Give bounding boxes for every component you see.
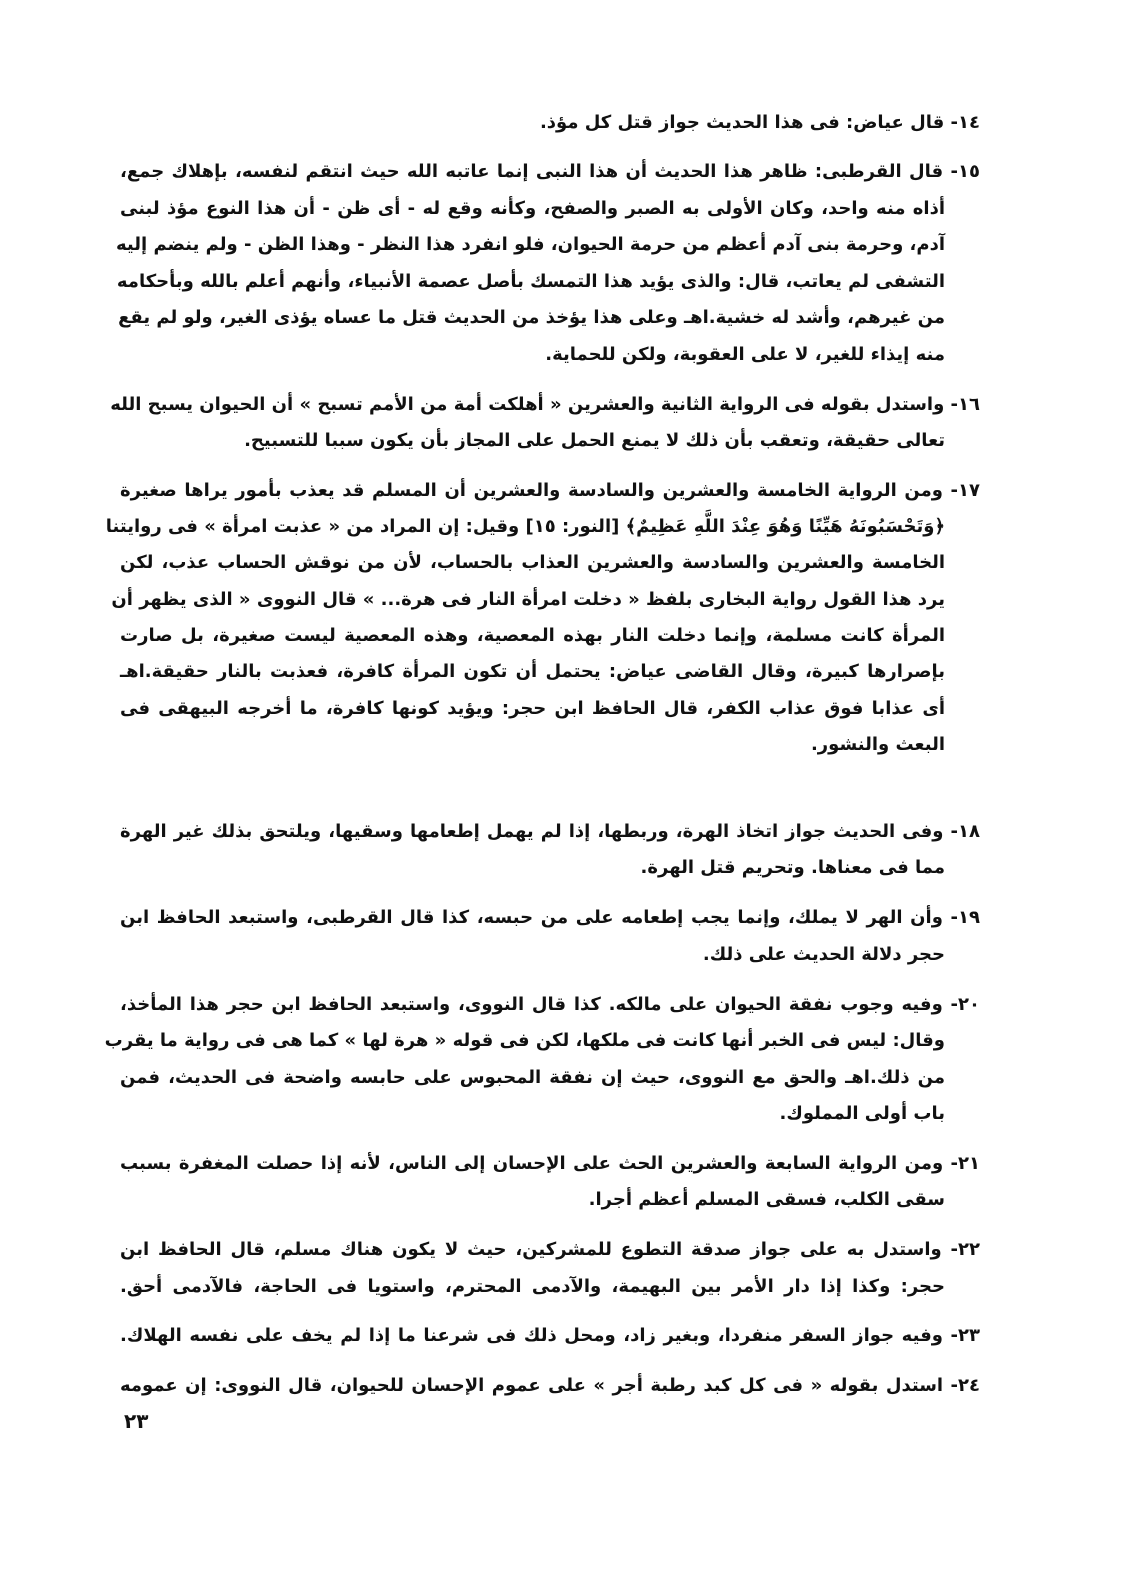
paragraph-line: بإصرارها كبيرة، وقال القاضى عياض: يحتمل أن تكون المرأة كافرة، فعذبت بالنار حقيقة.اهـ bbox=[120, 661, 945, 682]
paragraph-line: مما فى معناها. وتحريم قتل الهرة. bbox=[640, 857, 945, 878]
paragraph-line: منه إيذاء للغير، لا على العقوبة، ولكن للحماية. bbox=[545, 344, 945, 365]
paragraph-line: حجر: وكذا إذا دار الأمر بين البهيمة، والآدمى المحترم، واستويا فى الحاجة، فالآدمى أحق. bbox=[120, 1276, 945, 1297]
paragraph-first-line: ١٦- واستدل بقوله فى الرواية الثانية والعشرين « أهلكت أمة من الأمم تسبح » أن الحيوان يسبح الله bbox=[110, 394, 980, 415]
paragraph-line: تعالى حقيقة، وتعقب بأن ذلك لا يمنع الحمل على المجاز بأن يكون سببا للتسبيح. bbox=[244, 430, 945, 451]
paragraph-line: ﴿وَتَحْسَبُونَهُ هَيِّنًا وَهُوَ عِنْدَ اللَّهِ عَظِيمٌ﴾ [النور: ١٥] وقيل: إن المراد من « عذبت امرأة » فى روايتنا bbox=[105, 516, 945, 537]
paragraph-first-line: ١٧- ومن الرواية الخامسة والعشرين والسادسة والعشرين أن المسلم قد يعذب بأمور يراها صغيرة bbox=[120, 480, 980, 501]
paragraph-line: وقال: ليس فى الخبر أنها كانت فى ملكها، لكن فى قوله « هرة لها » كما هى فى رواية ما يقرب bbox=[104, 1030, 945, 1051]
paragraph-line: يرد هذا القول رواية البخارى بلفظ « دخلت امرأة النار فى هرة... » قال النووى « الذى يظهر أن bbox=[111, 589, 945, 610]
paragraph-first-line: ٢٣- وفيه جواز السفر منفردا، وبغير زاد، ومحل ذلك فى شرعنا ما إذا لم يخف على نفسه الهلاك. bbox=[120, 1325, 980, 1346]
paragraph-line: باب أولى المملوك. bbox=[779, 1103, 945, 1124]
paragraph-line: التشفى لم يعاتب، قال: والذى يؤيد هذا التمسك بأصل عصمة الأنبياء، وأنهم أعلم بالله وبأحكامه bbox=[116, 271, 945, 292]
paragraph-first-line: ١٩- وأن الهر لا يملك، وإنما يجب إطعامه على من حبسه، كذا قال القرطبى، واستبعد الحافظ ابن bbox=[120, 907, 980, 928]
paragraph-line: من غيرهم، وأشد له خشية.اهـ وعلى هذا يؤخذ من الحديث قتل ما عساه يؤذى الغير، ولو لم يقع bbox=[118, 307, 945, 328]
paragraph-line: سقى الكلب، فسقى المسلم أعظم أجرا. bbox=[588, 1189, 945, 1210]
paragraph-first-line: ١٥- قال القرطبى: ظاهر هذا الحديث أن هذا النبى إنما عاتبه الله حيث انتقم لنفسه، بإهلاك جمع، bbox=[120, 161, 980, 182]
paragraph-line: الخامسة والعشرين والسادسة والعشرين العذاب بالحساب، لأن من نوقش الحساب عذب، لكن bbox=[120, 552, 945, 573]
paragraph-line: حجر دلالة الحديث على ذلك. bbox=[702, 944, 945, 965]
paragraph-line: أذاه منه واحد، وكان الأولى به الصبر والصفح، وكأنه وقع له - أى ظن - أن هذا النوع مؤذ لبنى bbox=[120, 198, 945, 219]
paragraph-first-line: ٢٠- وفيه وجوب نفقة الحيوان على مالكه. كذا قال النووى، واستبعد الحافظ ابن حجر هذا المأخذ، bbox=[120, 994, 980, 1015]
paragraph-line: البعث والنشور. bbox=[810, 734, 945, 755]
paragraph-line: من ذلك.اهـ والحق مع النووى، حيث إن نفقة المحبوس على حابسه واضحة فى الحديث، فمن bbox=[120, 1067, 945, 1088]
paragraph-first-line: ٢٢- واستدل به على جواز صدقة التطوع للمشركين، حيث لا يكون هناك مسلم، قال الحافظ ابن bbox=[120, 1239, 980, 1260]
paragraph-line: أى عذابا فوق عذاب الكفر، قال الحافظ ابن حجر: ويؤيد كونها كافرة، ما أخرجه البيهقى فى bbox=[120, 698, 945, 719]
paragraph-first-line: ١٨- وفى الحديث جواز اتخاذ الهرة، وربطها، إذا لم يهمل إطعامها وسقيها، ويلتحق بذلك غير الهرة bbox=[120, 821, 980, 842]
paragraph-first-line: ١٤- قال عياض: فى هذا الحديث جواز قتل كل مؤذ. bbox=[539, 112, 980, 133]
paragraph-line: المرأة كانت مسلمة، وإنما دخلت النار بهذه المعصية، وهذه المعصية ليست صغيرة، بل صارت bbox=[120, 625, 945, 646]
paragraph-first-line: ٢٤- استدل بقوله « فى كل كبد رطبة أجر » على عموم الإحسان للحيوان، قال النووى: إن عمومه bbox=[120, 1375, 980, 1396]
paragraph-first-line: ٢١- ومن الرواية السابعة والعشرين الحث على الإحسان إلى الناس، لأنه إذا حصلت المغفرة بسبب bbox=[120, 1153, 980, 1174]
page-number: ٢٣ bbox=[124, 1409, 149, 1433]
paragraph-line: آدم، وحرمة بنى آدم أعظم من حرمة الحيوان، فلو انفرد هذا النظر - وهذا الظن - ولم ينضم إليه bbox=[115, 234, 945, 255]
